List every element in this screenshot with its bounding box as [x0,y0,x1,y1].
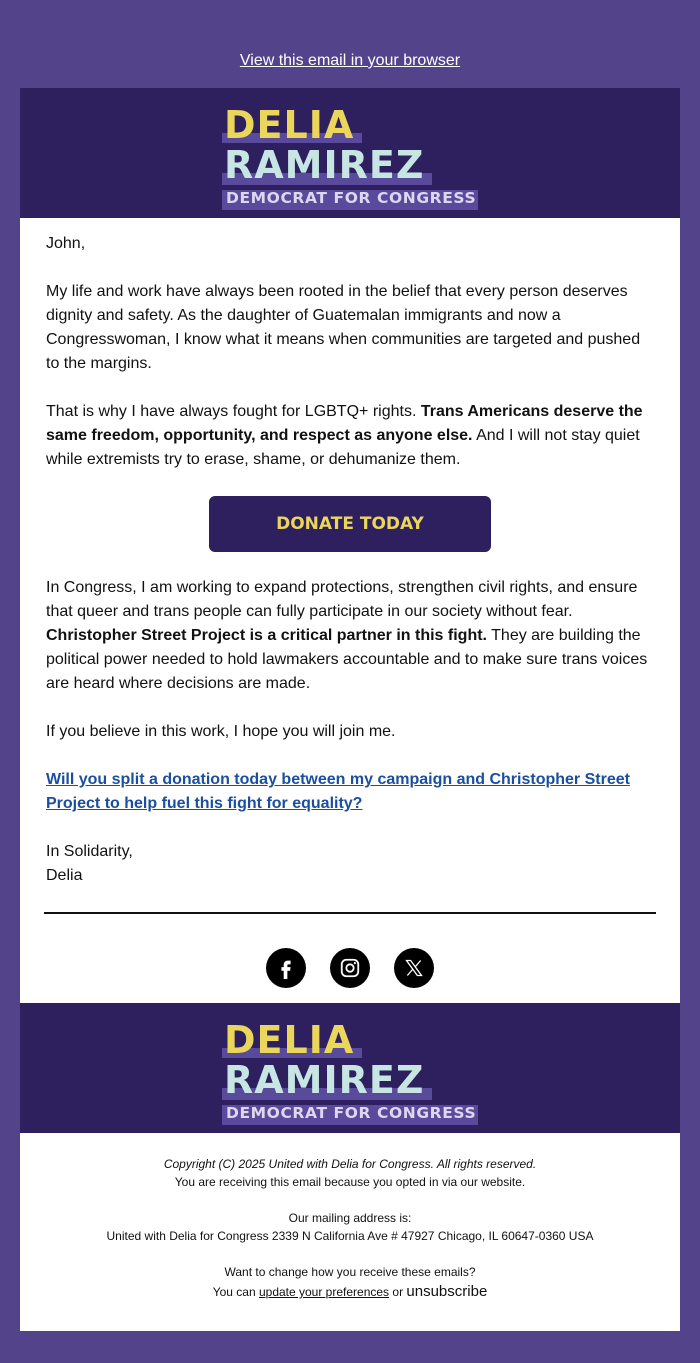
view-in-browser-link[interactable]: View this email in your browser [239,52,461,69]
update-preferences-link[interactable]: update your preferences [258,1285,390,1299]
address-label: Our mailing address is: [288,1211,412,1225]
unsubscribe-link[interactable]: unsubscribe [406,1283,488,1300]
change-prompt: Want to change how you receive these emails? [224,1265,476,1279]
facebook-icon[interactable] [266,948,306,988]
footer-logo: DELIA RAMIREZ DEMOCRAT FOR CONGRESS [222,1012,478,1124]
logo-tagline: DEMOCRAT FOR CONGRESS [226,189,477,207]
donation-split-link[interactable]: Will you split a donation today between my campaign and Christopher Street Project to help fuel this fight for equality? [46,771,630,812]
preheader [0,0,700,88]
greeting: John, [46,235,86,252]
paragraph-1: My life and work have always been rooted in the belief that every person deserves dignity and safety. As the daughter of Guatemalan immigrants and now a Congresswoman, I know what it means when communities are targeted and pushed to the margins. [46,283,641,372]
logo [222,97,478,209]
logo-name-last: RAMIREZ [224,143,425,187]
logo-name-first: DELIA [224,103,355,147]
header-banner [20,88,680,218]
footer: Copyright (C) 2025 United with Delia for Congress. All rights reserved. You are receiving this email because you opted in via our website. Our mailing address is: United with Delia for Congress 2339 N California Ave # 47927 Chicago, IL 60647-0360 USA Want to change how you receive these emails? You can update your preferences or unsubscribe [20,1133,680,1331]
mailing-address: United with Delia for Congress 2339 N California Ave # 47927 Chicago, IL 60647-0360 USA [106,1229,594,1243]
paragraph-3: In Congress, I am working to expand protections, strengthen civil rights, and ensure that queer and trans people can fully participate in our society without fear. Christopher Street Project is a critical partner in this fight. They are building the political power needed to hold lawmakers accountable and to make sure trans voices are heard where decisions are made. [46,579,648,692]
footer-banner [20,1003,680,1133]
paragraph-2: That is why I have always fought for LGBTQ+ rights. Trans Americans deserve the same freedom, opportunity, and respect as anyone else. And I will not stay quiet while extremists try to erase, shame, or dehumanize them. [46,403,643,468]
email-container [20,88,680,1331]
opt-in-reason: You are receiving this email because you opted in via our website. [174,1175,526,1189]
donate-button[interactable]: DONATE TODAY [209,496,491,552]
social-links [20,914,680,1003]
signoff: In Solidarity, [46,843,133,860]
signature: Delia [46,867,83,884]
email-body [20,218,680,888]
x-icon[interactable] [394,948,434,988]
instagram-icon[interactable] [330,948,370,988]
copyright: Copyright (C) 2025 United with Delia for Congress. All rights reserved. [163,1157,537,1171]
paragraph-4: If you believe in this work, I hope you will join me. [46,723,396,740]
